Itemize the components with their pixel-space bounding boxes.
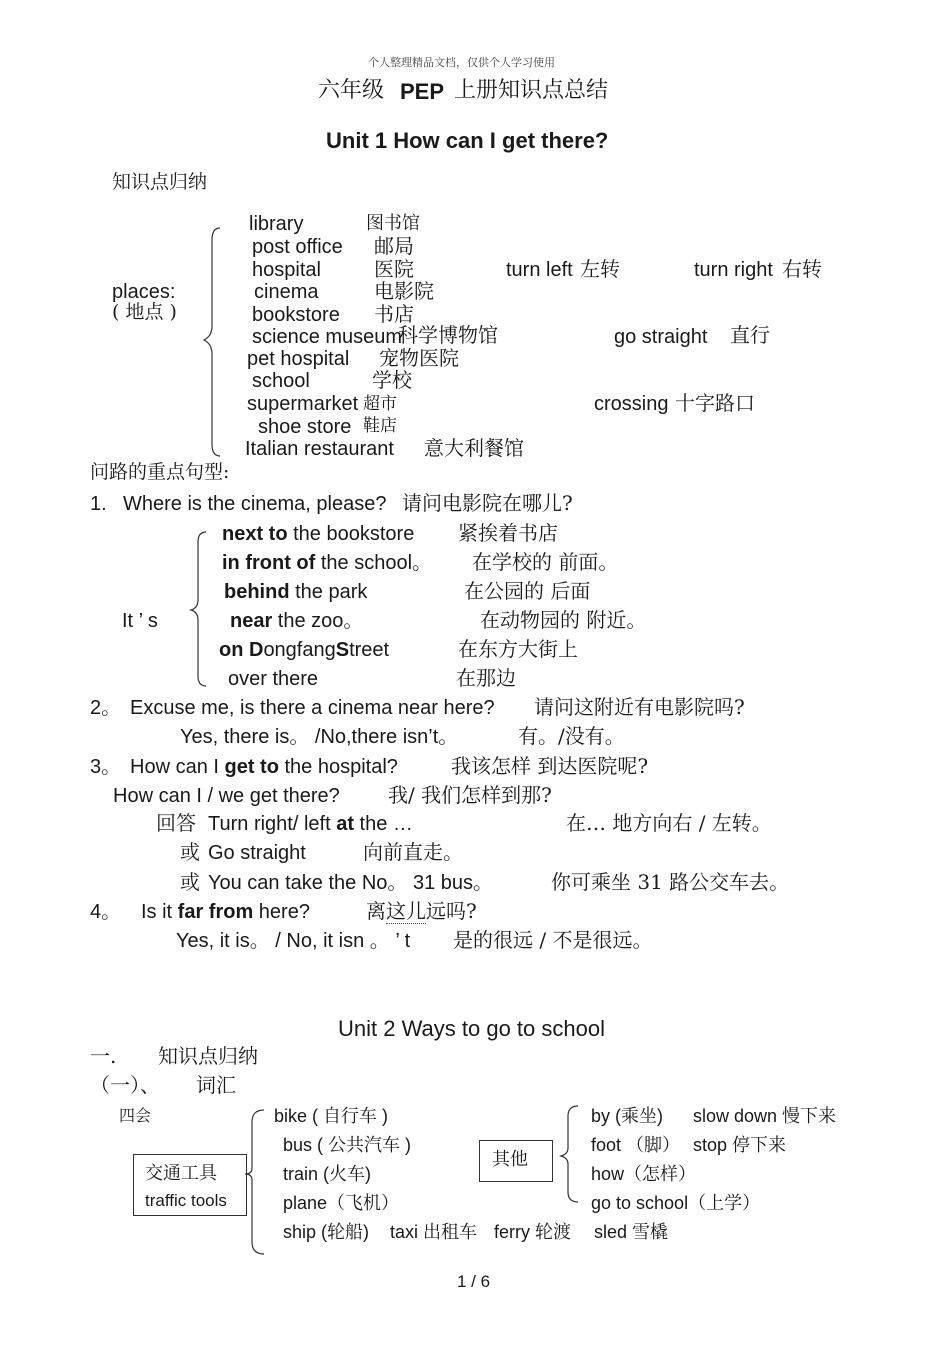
place-en: library [249,213,304,235]
place-cn: 宠物医院 [379,346,459,370]
q4-number: 4。 [90,901,122,923]
places-label: places: [112,281,176,303]
answer-1-cn: 在… 地方向右 / 左转。 [566,811,772,835]
traffic-tools-cn: 交通工具 [145,1163,217,1184]
other-item: slow down 慢下来 [693,1106,837,1126]
q4-answer: Yes, it is。 / No, it isn 。 ’ t [176,930,411,952]
others-label: 其他 [492,1149,528,1170]
position-phrase: next to the bookstore [222,523,415,545]
direction-cn: 十字路口 [675,391,755,415]
answer-2: Go straight [208,842,306,864]
position-cn: 在动物园的 附近。 [480,608,647,632]
place-en: supermarket [247,393,359,415]
other-item: by (乘坐) [591,1106,663,1126]
u2-heading2-number: （一）、 [90,1073,160,1097]
title-pep: PEP [400,79,445,104]
vehicle-item: bus ( 公共汽车 ) [283,1135,412,1155]
place-cn: 鞋店 [363,416,397,436]
q1-cn: 请问电影院在哪儿? [402,491,573,515]
place-en: Italian restaurant [245,438,394,460]
place-cn: 超市 [363,394,397,414]
direction-en: go straight [614,326,708,348]
place-cn: 书店 [374,302,414,326]
direction-cn: 直行 [730,323,770,347]
place-en: post office [252,236,343,258]
place-en: bookstore [252,304,340,326]
vehicle-item: sled 雪橇 [594,1222,669,1242]
q3-line2-cn: 我/ 我们怎样到那? [388,783,552,807]
other-item: foot （脚） [591,1135,681,1155]
vehicle-item: ship (轮船) [283,1222,370,1242]
place-en: pet hospital [247,348,350,370]
place-cn: 电影院 [374,279,434,303]
position-phrase: on DongfangStreet [219,639,390,661]
position-cn: 紧挨着书店 [458,521,558,545]
q3-number: 3。 [90,756,122,778]
u2-heading1: 知识点归纳 [158,1044,258,1068]
place-en: shoe store [258,416,352,438]
or-label: 或 [180,840,200,864]
other-item: how（怎样） [591,1164,697,1184]
position-cn: 在东方大街上 [458,637,578,661]
vehicle-item: train (火车) [283,1164,372,1184]
q2-text: Excuse me, is there a cinema near here? [130,697,495,719]
direction-en: turn left [506,259,573,281]
q4-text: Is it far from here? [141,901,310,923]
q2-answer-cn: 有。/没有。 [518,724,625,748]
key-sentences-heading: 问路的重点句型: [90,461,230,483]
answer-1: Turn right/ left at the … [208,813,413,835]
place-en: cinema [254,281,319,303]
knowledge-heading: 知识点归纳 [112,171,208,193]
title-grade: 六年级 [318,78,385,103]
position-phrase: in front of the school。 [222,552,433,574]
place-cn: 图书馆 [366,213,420,234]
q2-number: 2。 [90,697,122,719]
q3-cn: 我该怎样 到达医院呢? [451,754,649,778]
its-label: It ’ s [122,610,158,632]
direction-en: crossing [594,393,669,415]
direction-cn: 左转 [580,257,620,281]
direction-cn: 右转 [782,257,822,281]
u2-heading1-number: 一. [90,1044,117,1068]
or-label: 或 [180,870,200,894]
other-item: stop 停下来 [693,1135,787,1155]
place-en: school [252,370,310,392]
answer-3: You can take the No。 31 bus。 [208,872,493,894]
positions-brace [188,530,210,688]
q1-number: 1. [90,493,107,515]
q3-text: How can I get to the hospital? [130,756,398,778]
four-skills-label: 四会 [119,1106,152,1125]
header-note: 个人整理精品文档，仅供个人学习使用 [368,57,555,69]
direction-en: turn right [694,259,773,281]
other-item: go to school（上学） [591,1193,761,1213]
q2-cn: 请问这附近有电影院吗? [534,695,745,719]
answer-2-cn: 向前直走。 [363,840,463,864]
vehicle-item: taxi 出租车 [390,1222,478,1242]
places-brace [200,226,224,458]
q2-answer: Yes, there is。 /No,there isn’t。 [180,726,459,748]
vehicle-item: bike ( 自行车 ) [274,1106,389,1126]
traffic-tools-en: traffic tools [145,1191,227,1210]
others-brace [558,1104,582,1204]
place-en: science museum [252,326,403,348]
place-cn: 医院 [374,257,414,281]
place-cn: 意大利餐馆 [424,436,524,460]
vehicles-brace [244,1108,268,1256]
vehicle-item: plane（飞机） [283,1193,400,1213]
q3-line2: How can I / we get there? [113,785,340,807]
places-label-cn: ( 地点 ) [112,301,177,323]
place-cn: 学校 [372,368,412,392]
position-cn: 在学校的 前面。 [472,550,619,574]
page-number: 1 / 6 [457,1272,491,1291]
unit1-title: Unit 1 How can I get there? [326,128,609,153]
place-cn: 科学博物馆 [398,323,498,347]
position-phrase: behind the park [224,581,368,603]
unit2-title: Unit 2 Ways to go to school [338,1016,605,1041]
q1-text: Where is the cinema, please? [123,493,387,515]
u2-heading2: 词汇 [196,1073,236,1097]
answer-3-cn: 你可乘坐 31 路公交车去。 [551,870,790,894]
q4-cn: 离这儿远吗? [366,899,477,923]
q4-answer-cn: 是的很远 / 不是很远。 [453,928,653,952]
position-phrase: near the zoo。 [230,610,364,632]
answer-label: 回答 [156,811,196,835]
vehicle-item: ferry 轮渡 [494,1222,572,1242]
position-cn: 在公园的 后面 [464,579,591,603]
place-cn: 邮局 [374,234,414,258]
title-rest: 上册知识点总结 [454,78,609,103]
position-phrase: over there [228,668,319,690]
position-cn: 在那边 [456,666,516,690]
place-en: hospital [252,259,321,281]
